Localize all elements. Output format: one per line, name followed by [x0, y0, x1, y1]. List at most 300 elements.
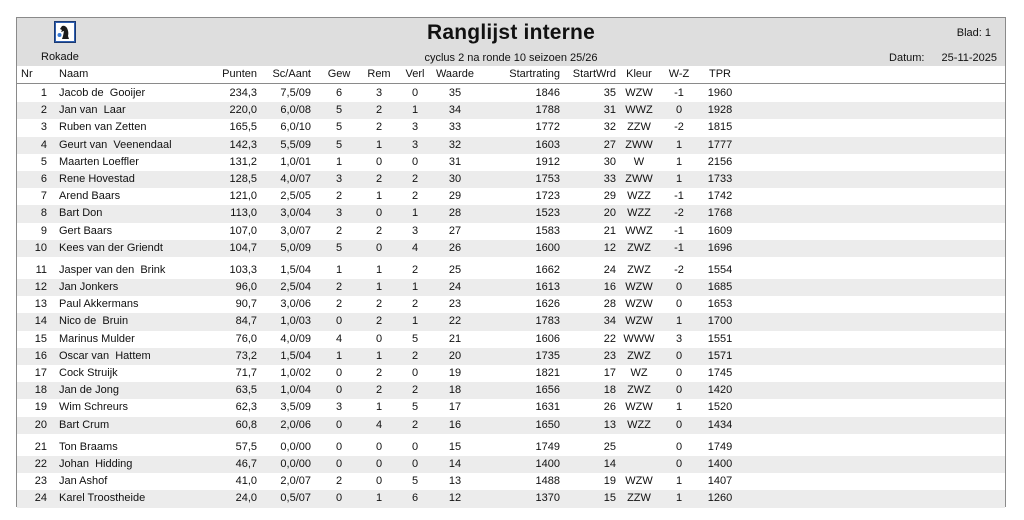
- cell-waarde: 19: [448, 367, 462, 379]
- cell-startwrd: 28: [603, 298, 616, 311]
- cell-w-z: -2: [674, 121, 684, 134]
- cell-sc-aant: 2,5/05: [280, 190, 311, 203]
- cell-gew: 0: [335, 492, 343, 505]
- cell-tpr: 1260: [707, 492, 733, 505]
- cell-punten: 73,2: [235, 349, 257, 362]
- cell-startrating: 1650: [535, 418, 560, 431]
- cell-rem: 2: [375, 315, 383, 328]
- cell-gew: 0: [335, 418, 343, 431]
- cell-startrating: 1488: [535, 475, 560, 488]
- cell-gew: 4: [335, 332, 343, 345]
- cell-startrating: 1783: [535, 315, 560, 328]
- cell-kleur: W: [633, 155, 645, 168]
- table-row: [17, 331, 1005, 348]
- cell-tpr: 1685: [707, 281, 733, 294]
- table-row: [17, 119, 1005, 136]
- cell-startwrd: 23: [603, 349, 616, 362]
- cell-w-z: 1: [675, 475, 683, 488]
- cell-waarde: 14: [448, 457, 462, 470]
- cell-w-z: 0: [675, 418, 683, 431]
- cell-nr: 17: [34, 367, 47, 379]
- cell-w-z: 1: [675, 138, 683, 151]
- cell-startwrd: 17: [603, 367, 616, 379]
- cell-tpr: 1400: [707, 457, 733, 470]
- cell-verl: 3: [411, 224, 419, 237]
- cell-waarde: 25: [448, 263, 462, 276]
- cell-waarde: 18: [448, 384, 462, 397]
- cell-verl: 3: [411, 121, 419, 134]
- cell-naam: Karel Troostheide: [59, 492, 146, 505]
- cell-startwrd: 30: [603, 155, 616, 168]
- cell-kleur: WZ: [630, 367, 648, 379]
- cell-rem: 0: [375, 155, 383, 168]
- cell-nr: 2: [40, 104, 47, 117]
- table-row: [17, 473, 1005, 490]
- cell-tpr: 1520: [707, 401, 733, 414]
- table-row: [17, 348, 1005, 365]
- cell-w-z: -2: [674, 207, 684, 220]
- cell-w-z: -1: [674, 190, 684, 203]
- cell-nr: 10: [34, 241, 47, 254]
- cell-kleur: WZW: [625, 315, 653, 328]
- cell-verl: 4: [411, 241, 419, 254]
- cell-tpr: 1407: [707, 475, 733, 488]
- ranking-sheet: [16, 17, 1006, 507]
- cell-punten: 90,7: [235, 298, 257, 311]
- cell-verl: 0: [411, 87, 419, 99]
- cell-kleur: ZZW: [627, 121, 651, 134]
- cell-naam: Jan de Jong: [59, 384, 119, 397]
- cell-waarde: 35: [448, 87, 462, 99]
- cell-rem: 0: [375, 241, 383, 254]
- cell-kleur: WWW: [623, 332, 655, 345]
- cell-sc-aant: 5,5/09: [280, 138, 311, 151]
- cell-w-z: 0: [675, 281, 683, 294]
- table-row: [17, 262, 1005, 279]
- cell-naam: Jacob de Gooijer: [59, 87, 146, 99]
- cell-gew: 2: [335, 475, 343, 488]
- cell-waarde: 13: [448, 475, 462, 488]
- sheet-label: Blad:: [956, 27, 982, 39]
- cell-punten: 24,0: [235, 492, 257, 505]
- cell-gew: 0: [335, 315, 343, 328]
- table-row: [17, 171, 1005, 188]
- cell-kleur: WZW: [625, 401, 653, 414]
- cell-startwrd: 32: [603, 121, 616, 134]
- cell-startrating: 1583: [535, 224, 560, 237]
- table-row: [17, 399, 1005, 416]
- cell-gew: 6: [335, 87, 343, 99]
- cell-kleur: ZZW: [627, 492, 651, 505]
- cell-waarde: 31: [448, 155, 462, 168]
- cell-nr: 7: [40, 190, 47, 203]
- table-row: [17, 188, 1005, 205]
- col-kleur: Kleur: [626, 68, 652, 80]
- cell-sc-aant: 1,0/02: [280, 367, 311, 379]
- cell-startrating: 1788: [535, 104, 560, 117]
- date-value: 25-11-2025: [941, 52, 997, 64]
- cell-naam: Paul Akkermans: [59, 298, 139, 311]
- col-waarde: Waarde: [435, 68, 475, 80]
- cell-punten: 62,3: [235, 401, 257, 414]
- cell-kleur: WWZ: [625, 104, 653, 117]
- cell-punten: 165,5: [229, 121, 257, 134]
- cell-naam: Johan Hidding: [59, 457, 133, 470]
- cell-w-z: 0: [675, 384, 683, 397]
- cell-nr: 23: [34, 475, 47, 488]
- cell-verl: 2: [411, 172, 419, 185]
- cell-startwrd: 15: [603, 492, 616, 505]
- cell-verl: 1: [411, 281, 419, 294]
- cell-w-z: -1: [674, 241, 684, 254]
- cell-startrating: 1912: [535, 155, 560, 168]
- cell-verl: 3: [411, 138, 419, 151]
- cell-tpr: 2156: [707, 155, 733, 168]
- cell-startrating: 1600: [535, 241, 560, 254]
- cell-w-z: 0: [675, 457, 683, 470]
- cell-sc-aant: 7,5/09: [280, 87, 311, 99]
- cell-punten: 103,3: [229, 263, 257, 276]
- cell-rem: 1: [375, 263, 383, 276]
- cell-punten: 131,2: [229, 155, 257, 168]
- cell-rem: 0: [375, 475, 383, 488]
- cell-naam: Jan van Laar: [59, 104, 126, 117]
- sheet-value: 1: [984, 27, 991, 39]
- cell-verl: 1: [411, 104, 419, 117]
- cell-w-z: -2: [674, 263, 684, 276]
- cell-rem: 0: [375, 457, 383, 470]
- cell-startwrd: 16: [603, 281, 616, 294]
- cell-nr: 3: [40, 121, 47, 134]
- cell-sc-aant: 0,0/00: [280, 440, 311, 453]
- cell-punten: 96,0: [235, 281, 257, 294]
- cell-tpr: 1960: [707, 87, 733, 99]
- cell-naam: Nico de Bruin: [59, 315, 129, 328]
- cell-kleur: ZWZ: [627, 241, 651, 254]
- cell-gew: 2: [335, 224, 343, 237]
- cell-verl: 2: [411, 418, 419, 431]
- col-gew: Gew: [327, 68, 351, 80]
- cell-w-z: 0: [675, 440, 683, 453]
- cell-w-z: -1: [674, 224, 684, 237]
- table-row: [17, 240, 1005, 257]
- cell-startrating: 1603: [535, 138, 560, 151]
- cell-punten: 60,8: [235, 418, 257, 431]
- cell-sc-aant: 2,0/06: [280, 418, 311, 431]
- cell-naam: Bart Don: [59, 207, 103, 220]
- cell-waarde: 17: [448, 401, 462, 414]
- cell-verl: 5: [411, 332, 419, 345]
- cell-startwrd: 25: [603, 440, 616, 453]
- cell-rem: 2: [375, 121, 383, 134]
- cell-gew: 3: [335, 207, 343, 220]
- cell-startrating: 1613: [535, 281, 560, 294]
- table-row: [17, 137, 1005, 154]
- cell-naam: Wim Schreurs: [59, 401, 129, 414]
- cell-startwrd: 34: [603, 315, 616, 328]
- cell-kleur: ZWW: [625, 172, 653, 185]
- cell-w-z: 0: [675, 104, 683, 117]
- cell-gew: 3: [335, 401, 343, 414]
- cell-rem: 2: [375, 298, 383, 311]
- cell-w-z: 0: [675, 298, 683, 311]
- table-row: [17, 154, 1005, 171]
- cell-nr: 11: [35, 263, 47, 276]
- cell-startwrd: 21: [603, 224, 616, 237]
- cell-sc-aant: 0,5/07: [280, 492, 311, 505]
- cell-nr: 15: [34, 332, 47, 345]
- table-row: [17, 102, 1005, 119]
- cell-punten: 76,0: [235, 332, 257, 345]
- cell-startwrd: 22: [603, 332, 616, 345]
- table-row: [17, 296, 1005, 313]
- cell-nr: 4: [40, 138, 47, 151]
- cell-rem: 2: [375, 224, 383, 237]
- cell-tpr: 1434: [707, 418, 733, 431]
- col-tpr: TPR: [709, 68, 731, 80]
- cell-kleur: WZZ: [627, 207, 651, 220]
- table-row: [17, 313, 1005, 330]
- cell-rem: 0: [375, 440, 383, 453]
- cell-tpr: 1700: [707, 315, 733, 328]
- cell-gew: 0: [335, 457, 343, 470]
- cell-kleur: WZZ: [627, 418, 651, 431]
- cell-verl: 0: [411, 457, 419, 470]
- round-info: cyclus 2 na ronde 10 seizoen 25/26: [424, 52, 598, 64]
- cell-sc-aant: 5,0/09: [280, 241, 311, 254]
- cell-naam: Maarten Loeffler: [59, 155, 139, 168]
- cell-tpr: 1551: [707, 332, 733, 345]
- cell-gew: 5: [335, 241, 343, 254]
- cell-naam: Marinus Mulder: [59, 332, 135, 345]
- cell-kleur: WZZ: [627, 190, 651, 203]
- cell-startwrd: 29: [603, 190, 616, 203]
- cell-tpr: 1696: [707, 241, 733, 254]
- cell-tpr: 1768: [707, 207, 733, 220]
- cell-rem: 2: [375, 367, 383, 379]
- cell-punten: 41,0: [235, 475, 257, 488]
- cell-waarde: 22: [448, 315, 462, 328]
- table-row: [17, 417, 1005, 434]
- cell-tpr: 1745: [707, 367, 733, 379]
- cell-kleur: ZWZ: [627, 349, 651, 362]
- cell-sc-aant: 3,5/09: [280, 401, 311, 414]
- cell-naam: Ruben van Zetten: [59, 121, 147, 134]
- cell-tpr: 1554: [707, 263, 733, 276]
- cell-nr: 14: [34, 315, 47, 328]
- cell-waarde: 24: [448, 281, 462, 294]
- cell-punten: 128,5: [229, 172, 257, 185]
- cell-nr: 1: [40, 87, 47, 99]
- cell-nr: 22: [34, 457, 47, 470]
- cell-kleur: WZW: [625, 475, 653, 488]
- cell-startrating: 1735: [535, 349, 560, 362]
- cell-verl: 2: [411, 263, 419, 276]
- cell-verl: 5: [411, 401, 419, 414]
- cell-startwrd: 20: [603, 207, 616, 220]
- table-row: [17, 365, 1005, 382]
- cell-naam: Jan Ashof: [59, 475, 108, 488]
- cell-verl: 5: [411, 475, 419, 488]
- cell-startrating: 1753: [535, 172, 560, 185]
- cell-kleur: WZW: [625, 298, 653, 311]
- cell-startwrd: 31: [603, 104, 616, 117]
- cell-kleur: WZW: [625, 87, 653, 99]
- cell-tpr: 1749: [707, 440, 733, 453]
- cell-rem: 2: [375, 172, 383, 185]
- cell-gew: 5: [335, 138, 343, 151]
- cell-waarde: 28: [448, 207, 462, 220]
- cell-punten: 113,0: [230, 207, 257, 220]
- cell-waarde: 12: [448, 492, 462, 505]
- cell-w-z: 3: [675, 332, 683, 345]
- cell-punten: 121,0: [229, 190, 257, 203]
- report-date: [889, 52, 997, 64]
- col-w-z: W-Z: [668, 68, 690, 80]
- cell-nr: 12: [34, 281, 47, 294]
- report-header: [17, 18, 1005, 66]
- cell-verl: 6: [411, 492, 419, 505]
- cell-kleur: WWZ: [625, 224, 653, 237]
- cell-sc-aant: 4,0/09: [280, 332, 311, 345]
- cell-w-z: 1: [675, 401, 683, 414]
- cell-punten: 71,7: [235, 367, 257, 379]
- col-naam: Naam: [59, 68, 89, 80]
- cell-gew: 5: [335, 121, 343, 134]
- club-name: Rokade: [41, 51, 79, 63]
- cell-waarde: 20: [448, 349, 462, 362]
- cell-gew: 2: [335, 190, 343, 203]
- cell-startrating: 1662: [535, 263, 560, 276]
- cell-naam: Oscar van Hattem: [59, 349, 151, 362]
- cell-tpr: 1777: [707, 138, 733, 151]
- cell-naam: Arend Baars: [59, 190, 121, 203]
- cell-rem: 1: [375, 349, 383, 362]
- cell-startrating: 1656: [535, 384, 560, 397]
- cell-startrating: 1749: [535, 440, 560, 453]
- cell-sc-aant: 2,5/04: [280, 281, 311, 294]
- date-label: Datum:: [889, 52, 925, 64]
- cell-startrating: 1523: [535, 207, 560, 220]
- cell-startrating: 1626: [535, 298, 560, 311]
- cell-rem: 0: [375, 332, 383, 345]
- cell-kleur: ZWW: [625, 138, 653, 151]
- table-row: [17, 490, 1005, 507]
- cell-sc-aant: 4,0/07: [280, 172, 311, 185]
- cell-waarde: 29: [448, 190, 462, 203]
- cell-waarde: 32: [448, 138, 462, 151]
- cell-nr: 20: [34, 418, 47, 431]
- ranking-table-body: [17, 85, 1005, 508]
- sheet-number: [957, 27, 991, 39]
- cell-w-z: 1: [675, 172, 683, 185]
- cell-w-z: 1: [675, 155, 683, 168]
- cell-punten: 57,5: [235, 440, 257, 453]
- cell-punten: 63,5: [235, 384, 257, 397]
- cell-tpr: 1420: [707, 384, 733, 397]
- col-startwrd: StartWrd: [572, 68, 616, 80]
- cell-waarde: 23: [448, 298, 462, 311]
- cell-rem: 1: [375, 401, 383, 414]
- cell-tpr: 1571: [707, 349, 733, 362]
- cell-gew: 5: [335, 104, 343, 117]
- cell-sc-aant: 1,0/01: [280, 155, 311, 168]
- cell-startrating: 1821: [535, 367, 560, 379]
- cell-gew: 2: [335, 298, 343, 311]
- cell-rem: 1: [375, 138, 383, 151]
- cell-sc-aant: 6,0/08: [280, 104, 311, 117]
- cell-nr: 8: [40, 207, 47, 220]
- cell-punten: 104,7: [229, 241, 257, 254]
- cell-rem: 0: [375, 207, 383, 220]
- cell-nr: 21: [34, 440, 47, 453]
- cell-tpr: 1733: [707, 172, 733, 185]
- page-title: Ranglijst interne: [427, 21, 595, 44]
- cell-nr: 16: [34, 349, 47, 362]
- table-row: [17, 279, 1005, 296]
- table-row: [17, 223, 1005, 240]
- cell-sc-aant: 3,0/04: [280, 207, 311, 220]
- cell-sc-aant: 3,0/07: [280, 224, 311, 237]
- cell-sc-aant: 6,0/10: [280, 121, 311, 134]
- cell-waarde: 21: [448, 332, 462, 345]
- cell-rem: 3: [375, 87, 383, 99]
- cell-startwrd: 35: [603, 87, 616, 99]
- table-row: [17, 456, 1005, 473]
- cell-waarde: 34: [448, 104, 462, 117]
- cell-naam: Jasper van den Brink: [59, 263, 166, 276]
- cell-verl: 2: [411, 298, 419, 311]
- cell-nr: 13: [34, 298, 47, 311]
- col-rem: Rem: [367, 68, 391, 80]
- cell-nr: 6: [40, 172, 47, 185]
- cell-w-z: 1: [675, 492, 683, 505]
- cell-punten: 46,7: [235, 457, 257, 470]
- cell-rem: 1: [375, 492, 383, 505]
- cell-w-z: -1: [674, 87, 684, 99]
- cell-punten: 142,3: [229, 138, 257, 151]
- cell-tpr: 1928: [707, 104, 733, 117]
- cell-gew: 1: [335, 155, 343, 168]
- cell-startrating: 1370: [535, 492, 560, 505]
- cell-gew: 0: [335, 440, 343, 453]
- cell-startwrd: 14: [603, 457, 616, 470]
- cell-gew: 0: [335, 384, 343, 397]
- cell-kleur: ZWZ: [627, 263, 651, 276]
- col-punten: Punten: [222, 68, 257, 80]
- cell-tpr: 1742: [707, 190, 733, 203]
- cell-startrating: 1631: [535, 401, 560, 414]
- cell-nr: 19: [34, 401, 47, 414]
- cell-gew: 1: [335, 349, 343, 362]
- cell-gew: 3: [335, 172, 343, 185]
- cell-naam: Rene Hovestad: [59, 172, 135, 185]
- cell-waarde: 33: [448, 121, 462, 134]
- cell-startrating: 1606: [535, 332, 560, 345]
- cell-w-z: 0: [675, 349, 683, 362]
- cell-verl: 1: [411, 315, 419, 328]
- cell-naam: Jan Jonkers: [59, 281, 119, 294]
- cell-startwrd: 33: [603, 172, 616, 185]
- cell-w-z: 1: [675, 315, 683, 328]
- cell-verl: 0: [411, 367, 419, 379]
- cell-kleur: ZWZ: [627, 384, 651, 397]
- cell-verl: 2: [411, 190, 419, 203]
- cell-sc-aant: 1,0/04: [280, 384, 311, 397]
- cell-rem: 4: [375, 418, 383, 431]
- cell-gew: 1: [335, 263, 343, 276]
- cell-naam: Bart Crum: [59, 418, 110, 431]
